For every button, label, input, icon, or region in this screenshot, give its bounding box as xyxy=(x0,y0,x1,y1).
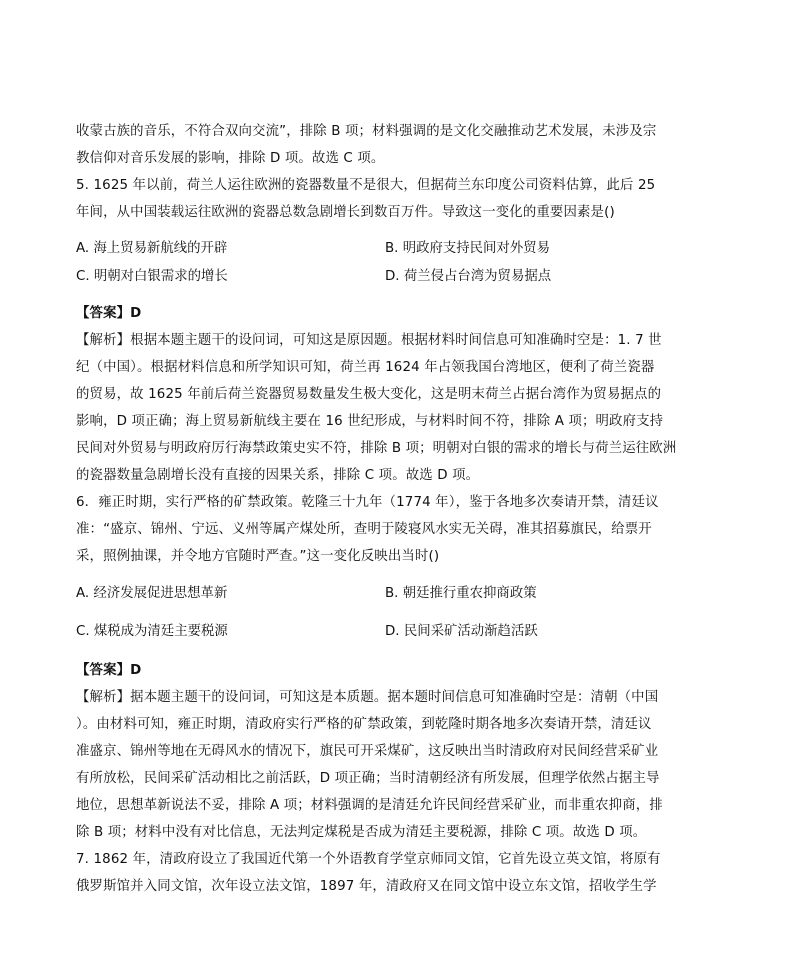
q5-stem-line-2: 年间，从中国装载运往欧洲的瓷器总数急剧增长到数百万件。导致这一变化的重要因素是() xyxy=(76,205,615,220)
q6-analysis-line-3: 准盛京、锦州等地在无碍风水的情况下，旗民可开采煤矿，这反映出当时清政府对民间经营采矿业 xyxy=(76,744,659,759)
q6-stem-line-2: 准：“盛京、锦州、宁远、义州等属产煤处所，查明于陵寝风水实无关碍，准其招募旗民，给票开 xyxy=(76,522,652,537)
q5-analysis-line-3: 的贸易，故 1625 年前后荷兰瓷器贸易数量发生极大变化，这是明末荷兰占据台湾作为贸易据点的 xyxy=(76,387,662,402)
q6-stem-line-1: 6．雍正时期，实行严格的矿禁政策。乾隆三十九年（1774 年），鉴于各地多次奏请开禁，清廷议 xyxy=(76,495,659,510)
q6-option-d: D. 民间采矿活动渐趋活跃 xyxy=(385,624,538,639)
q6-option-c: C. 煤税成为清廷主要税源 xyxy=(76,624,228,639)
q6-analysis-line-6: 除 B 项；材料中没有对比信息，无法判定煤税是否成为清廷主要税源，排除 C 项。故选 D 项。 xyxy=(76,825,647,840)
q6-answer: 【答案】D xyxy=(76,663,142,678)
q5-option-a: A. 海上贸易新航线的开辟 xyxy=(76,241,228,256)
q7-stem-line-1: 7. 1862 年，清政府设立了我国近代第一个外语教育学堂京师同文馆，它首先设立英文馆，将原有 xyxy=(76,852,661,867)
intro-line-1: 收蒙古族的音乐，不符合双向交流”，排除 B 项；材料强调的是文化交融推动艺术发展，未涉及宗 xyxy=(76,124,657,139)
q5-stem-line-1: 5. 1625 年以前，荷兰人运往欧洲的瓷器数量不是很大，但据荷兰东印度公司资料估算，此后 25 xyxy=(76,178,656,193)
q6-analysis-line-1: 【解析】据本题主题干的设问词，可知这是本质题。据本题时间信息可知准确时空是：清朝（中国 xyxy=(76,690,659,705)
q5-answer: 【答案】D xyxy=(76,306,142,321)
q6-stem-line-3: 采，照例抽课，并令地方官随时严查。”这一变化反映出当时() xyxy=(76,549,440,564)
q5-option-c: C. 明朝对白银需求的增长 xyxy=(76,269,228,284)
q7-stem-line-2: 俄罗斯馆并入同文馆，次年设立法文馆，1897 年，清政府又在同文馆中设立东文馆，招收学生学 xyxy=(76,879,657,894)
intro-line-2: 教信仰对音乐发展的影响，排除 D 项。故选 C 项。 xyxy=(76,151,385,166)
q6-analysis-line-5: 地位，思想革新说法不妥，排除 A 项；材料强调的是清廷允许民间经营采矿业，而非重农抑商，排 xyxy=(76,798,663,813)
q5-analysis-line-6: 的瓷器数量急剧增长没有直接的因果关系，排除 C 项。故选 D 项。 xyxy=(76,468,480,483)
q5-option-d: D. 荷兰侵占台湾为贸易据点 xyxy=(385,269,552,284)
q5-analysis-line-4: 影响，D 项正确；海上贸易新航线主要在 16 世纪形成，与材料时间不符，排除 A 项；明政府支持 xyxy=(76,414,664,429)
q6-analysis-line-4: 有所放松，民间采矿活动相比之前活跃，D 项正确；当时清朝经济有所发展，但理学依然占据主导 xyxy=(76,771,660,786)
q5-analysis-line-2: 纪（中国）。根据材料信息和所学知识可知，荷兰再 1624 年占领我国台湾地区，便利了荷兰瓷器 xyxy=(76,360,655,375)
q6-option-b: B. 朝廷推行重农抑商政策 xyxy=(385,586,537,601)
q5-option-b: B. 明政府支持民间对外贸易 xyxy=(385,241,550,256)
q5-analysis-line-5: 民间对外贸易与明政府厉行海禁政策史实不符，排除 B 项；明朝对白银的需求的增长与荷兰运往欧洲 xyxy=(76,441,677,456)
q6-option-a: A. 经济发展促进思想革新 xyxy=(76,586,228,601)
q6-analysis-line-2: ）。由材料可知，雍正时期，清政府实行严格的矿禁政策，到乾隆时期各地多次奏请开禁，清廷议 xyxy=(76,717,652,732)
q5-analysis-line-1: 【解析】根据本题主题干的设问词，可知这是原因题。根据材料时间信息可知准确时空是：1. 7 世 xyxy=(76,333,662,348)
